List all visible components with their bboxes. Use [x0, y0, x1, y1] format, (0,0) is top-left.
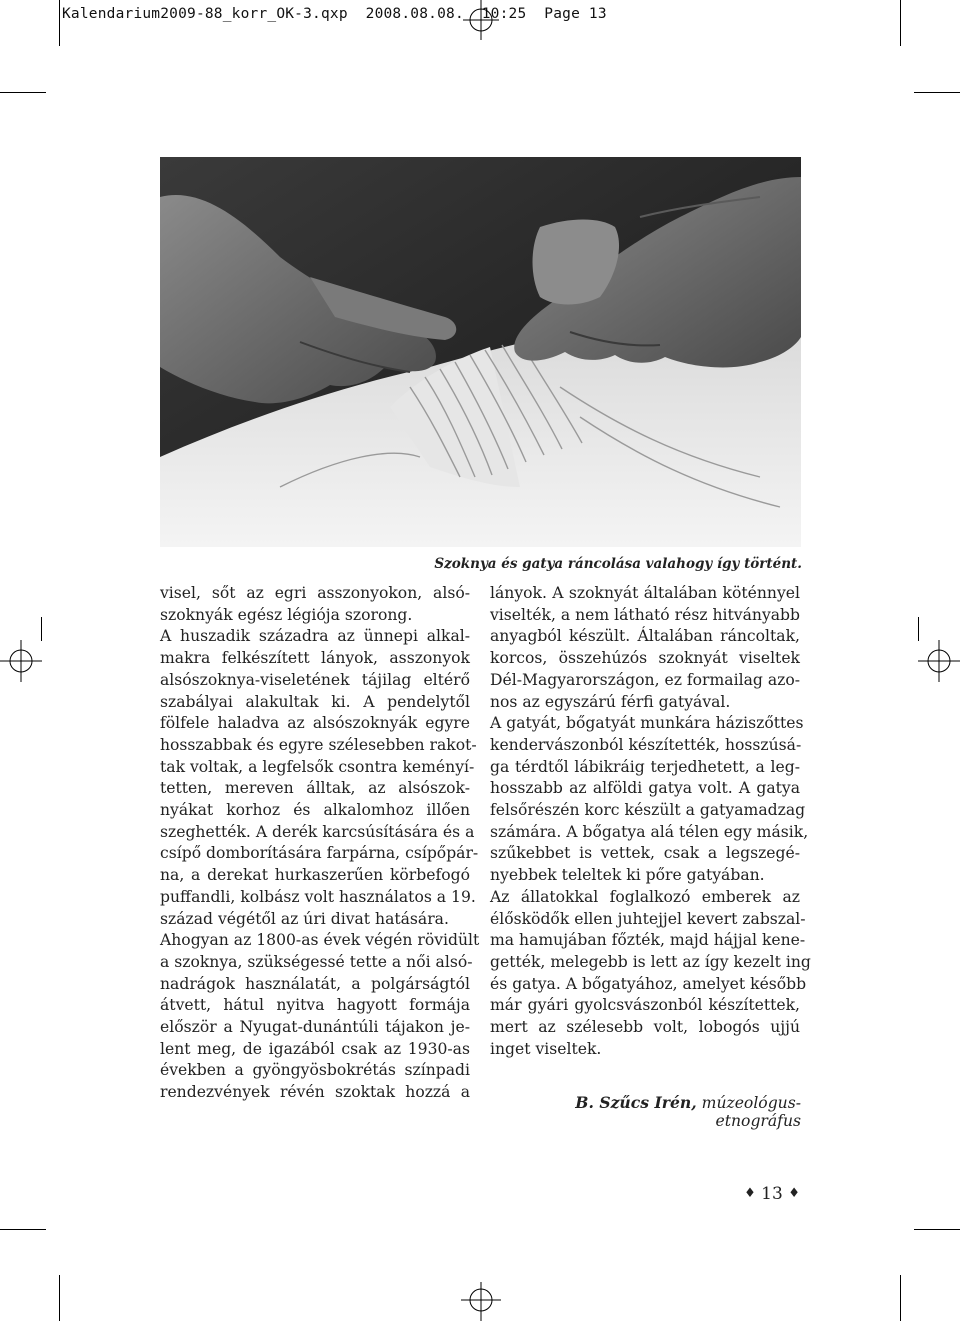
- text-line: visel, sőt az egri asszonyokon, alsó-: [160, 584, 470, 602]
- text-line: inget viseltek.: [490, 1039, 602, 1058]
- text-line: mert az szélesebb volt, lobogós ujjú: [490, 1018, 800, 1037]
- crop-mark-bottom-right-horizontal: [914, 1229, 960, 1230]
- text-line: a szoknya, szükségessé tette a női alsó-: [160, 952, 473, 971]
- text-line: Az állatokkal foglalkozó emberek az: [490, 887, 800, 906]
- slug-time: 10:25: [481, 6, 527, 22]
- text-line: felsőrészén korc készült a gatyamadzag: [490, 801, 806, 820]
- text-line: kendervászonból készítették, hosszúsá-: [490, 735, 802, 754]
- text-line: rendezvények révén szoktak hozzá a: [160, 1083, 470, 1102]
- registration-mark-top: [463, 0, 499, 40]
- text-line: ga térdtől lábikráig terjedhetett, a leg-: [490, 757, 800, 776]
- text-line: szoknyák egész légiója szorong.: [160, 605, 413, 624]
- text-line: A gatyát, bőgatyát munkára háziszőttes: [490, 714, 804, 733]
- text-line: Ahogyan az 1800-as évek végén rövidült: [160, 931, 480, 950]
- photo-hands-pleating-fabric: [160, 157, 801, 547]
- text-line: korcos, összehúzós szoknyát viseltek: [490, 649, 800, 668]
- text-line: gették, melegebb is lett az így kezelt ing: [490, 952, 811, 971]
- crop-mark-top-left-horizontal: [0, 92, 46, 93]
- text-line: A huszadik századra az ünnepi alkal-: [160, 627, 470, 646]
- text-line: puffandli, kolbász volt használatos a 19.: [160, 887, 476, 906]
- text-line: makra felkészített lányok, asszonyok: [160, 649, 470, 668]
- text-line: na, a derekat hurkaszerűen körbefogó: [160, 866, 470, 885]
- text-line: tetten, mereven álltak, az alsószok-: [160, 779, 470, 798]
- text-line: század végétől az úri divat hatására.: [160, 909, 449, 928]
- crop-mark-top-right-vertical: [900, 0, 901, 46]
- slug-date: 2008.08.08.: [365, 6, 464, 22]
- author-signature: [490, 1093, 801, 1130]
- registration-mark-left: [0, 640, 42, 682]
- text-line: években a gyöngyösbokrétás színpadi: [160, 1061, 470, 1080]
- crop-mark-bottom-left-vertical: [59, 1275, 60, 1321]
- crop-mark-left-vertical-upper: [41, 617, 42, 641]
- text-line: Dél-Magyarországon, ez formailag azo-: [490, 670, 800, 689]
- crop-mark-top-left-vertical: [59, 0, 60, 46]
- text-line: és gatya. A bőgatyához, amelyet később: [490, 974, 807, 993]
- text-line: anyagból készült. Általában ráncoltak,: [490, 627, 800, 646]
- text-line: átvett, hátul nyitva hagyott formája: [160, 996, 470, 1015]
- text-line: viselték, a nem látható rész hitványabb: [490, 605, 801, 624]
- text-line: számára. A bőgatya alá télen egy másik,: [490, 822, 809, 841]
- slug-page: Page 13: [544, 6, 607, 22]
- text-line: nadrágok használatát, a polgárságtól: [160, 974, 470, 993]
- text-column-left: [160, 583, 480, 1104]
- photo-caption: Szoknya és gatya ráncolása valahogy így történt.: [434, 556, 802, 572]
- slug-file: Kalendarium2009-88_korr_OK-3.qxp: [62, 6, 348, 22]
- text-line: nos az egyszárú férfi gatyával.: [490, 692, 731, 711]
- text-line: szabályai alakultak ki. A pendelytől: [160, 692, 470, 711]
- crop-mark-right-vertical-upper: [918, 617, 919, 641]
- registration-mark-right: [918, 640, 960, 682]
- text-line: hosszabbak és egyre szélesebben rakot-: [160, 735, 477, 754]
- page-number-value: 13: [761, 1184, 783, 1204]
- text-line: lányok. A szoknyát általában köténnyel: [490, 584, 800, 602]
- crop-mark-top-right-horizontal: [914, 92, 960, 93]
- text-line: csípő domborítására farpárna, csípőpár-: [160, 844, 479, 863]
- diamond-ornament-icon: ♦: [744, 1186, 756, 1201]
- text-line: már gyári gyolcsvászonból készítettek,: [490, 996, 800, 1015]
- author-name: B. Szűcs Irén,: [575, 1093, 697, 1112]
- text-column-right: [490, 583, 811, 1060]
- text-line: tak voltak, a legfelsők csontra keményí-: [160, 757, 475, 776]
- text-line: nyákat korhoz és alkalomhoz illően: [160, 801, 470, 820]
- text-line: hosszabb az alföldi gatya volt. A gatya: [490, 779, 800, 798]
- text-line: először a Nyugat-dunántúli tájakon je-: [160, 1018, 470, 1037]
- crop-mark-bottom-left-horizontal: [0, 1229, 46, 1230]
- text-line: szeghették. A derék karcsúsítására és a: [160, 822, 475, 841]
- page-number: [741, 1184, 803, 1208]
- text-line: ma hamujában főzték, majd hájjal kene-: [490, 931, 806, 950]
- text-line: élősködők ellen juhtejjel kevert zabszal-: [490, 909, 806, 928]
- text-line: lent meg, de igazából csak az 1930-as: [160, 1039, 470, 1058]
- diamond-ornament-icon: ♦: [788, 1186, 800, 1201]
- author-role: múzeológus-etnográfus: [701, 1094, 801, 1130]
- text-line: nyebbek teleltek ki pőre gatyában.: [490, 866, 765, 885]
- slug-line: [62, 6, 607, 22]
- text-line: fölfele haladva az alsószoknyák egyre: [160, 714, 470, 733]
- text-line: alsószoknya-viseletének tájilag eltérő: [160, 670, 470, 689]
- photo-illustration: [160, 157, 801, 547]
- registration-mark-bottom: [461, 1282, 501, 1321]
- text-line: szűkebbet is vettek, csak a legszegé-: [490, 844, 800, 863]
- crop-mark-bottom-right-vertical: [900, 1275, 901, 1321]
